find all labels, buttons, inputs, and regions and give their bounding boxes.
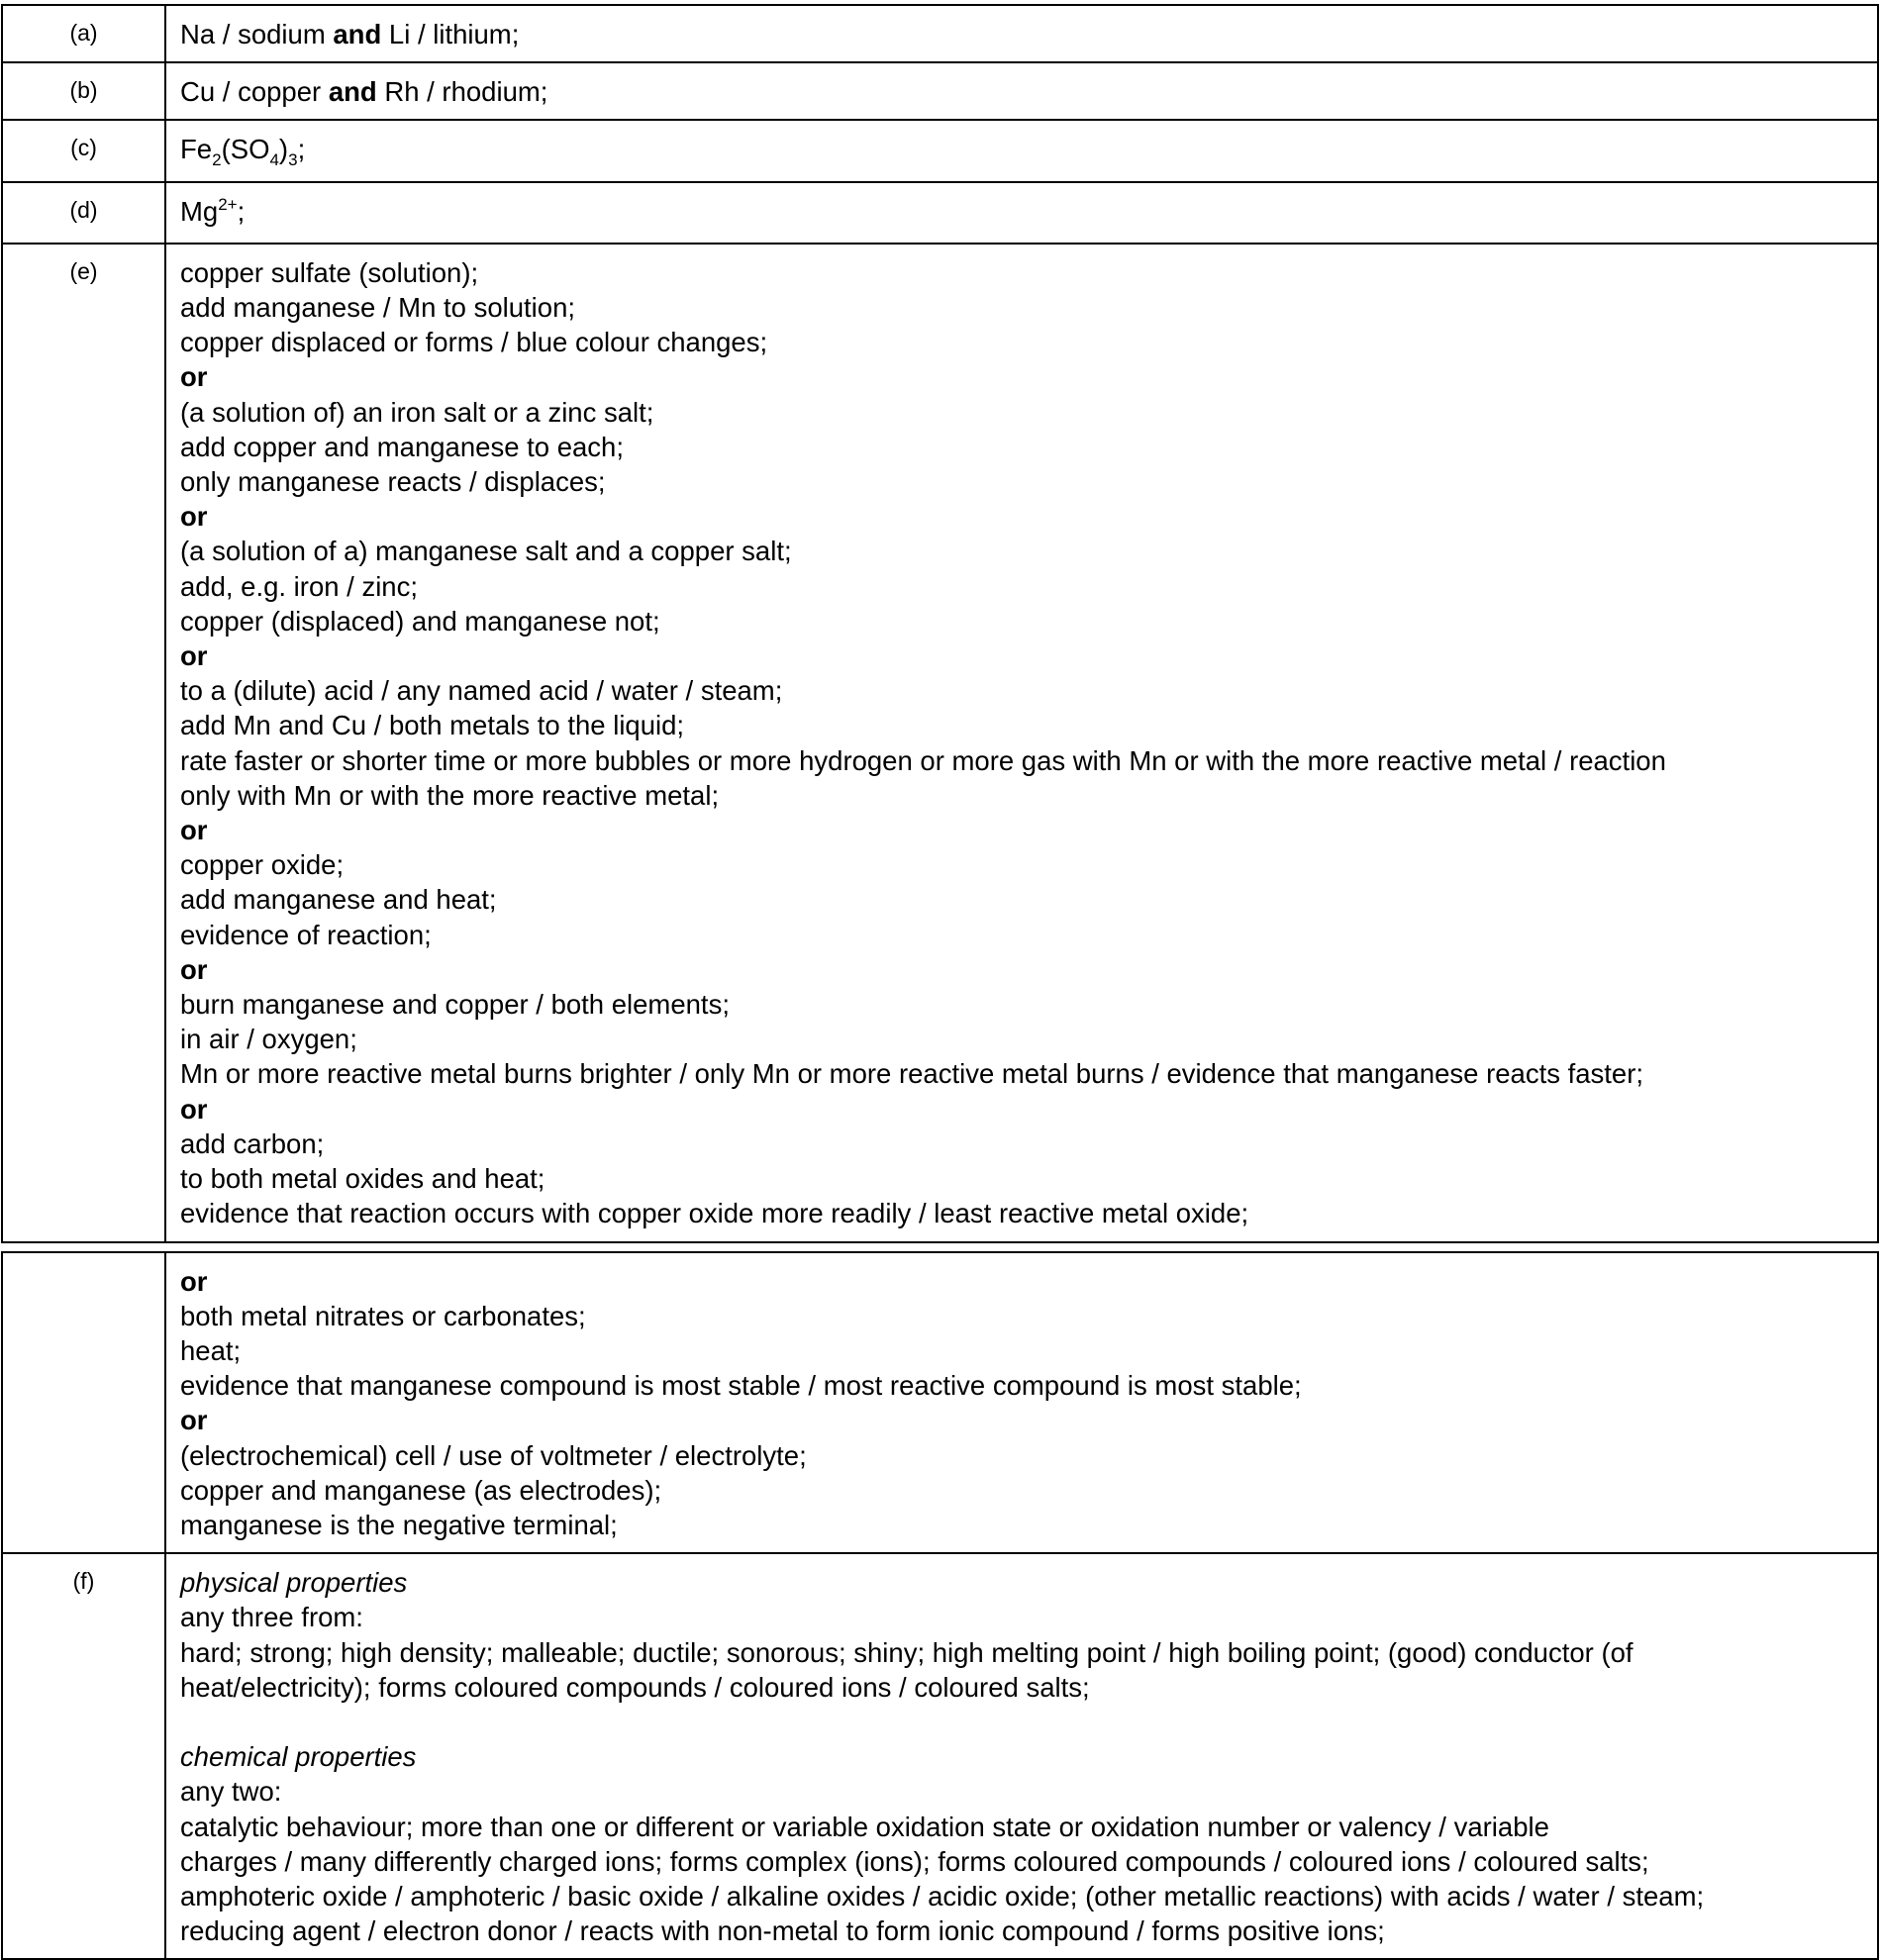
answer-line: to a (dilute) acid / any named acid / water / steam; bbox=[180, 673, 1865, 708]
alternative-separator bbox=[180, 1403, 1865, 1437]
row-label: (c) bbox=[2, 120, 165, 181]
answer-line: add copper and manganese to each; bbox=[180, 430, 1865, 464]
answer-cell bbox=[165, 62, 1878, 120]
answer-line: copper (displaced) and manganese not; bbox=[180, 604, 1865, 638]
answer-line: in air / oxygen; bbox=[180, 1022, 1865, 1056]
alternative-separator bbox=[180, 638, 1865, 673]
alternative-separator bbox=[180, 813, 1865, 847]
answer-line: copper oxide; bbox=[180, 847, 1865, 882]
answer-line bbox=[180, 17, 1865, 51]
answer-cell bbox=[165, 1553, 1878, 1959]
row-label: (d) bbox=[2, 182, 165, 244]
answer-line: evidence that manganese compound is most stable / most reactive compound is most stable; bbox=[180, 1368, 1865, 1403]
alternative-separator bbox=[180, 359, 1865, 394]
answer-text: Na / sodium bbox=[180, 19, 333, 49]
answer-line: heat; bbox=[180, 1333, 1865, 1368]
alternative-keyword: or bbox=[180, 815, 208, 845]
row-label bbox=[2, 1252, 165, 1554]
alternative-keyword: or bbox=[180, 1094, 208, 1125]
alternative-separator bbox=[180, 952, 1865, 987]
alternative-separator bbox=[180, 499, 1865, 534]
section-heading-text: chemical properties bbox=[180, 1741, 416, 1772]
answer-cell bbox=[165, 120, 1878, 181]
answer-line: (a solution of) an iron salt or a zinc salt; bbox=[180, 395, 1865, 430]
alternative-keyword: or bbox=[180, 361, 208, 392]
answer-line: add carbon; bbox=[180, 1127, 1865, 1161]
answer-cell bbox=[165, 5, 1878, 62]
answer-line: copper displaced or forms / blue colour changes; bbox=[180, 325, 1865, 359]
answer-text: Cu / copper bbox=[180, 76, 329, 107]
answer-line: heat/electricity); forms coloured compounds / coloured ions / coloured salts; bbox=[180, 1670, 1865, 1705]
formula-subscript: 3 bbox=[288, 150, 297, 169]
answer-line: only manganese reacts / displaces; bbox=[180, 464, 1865, 499]
formula-subscript: 2 bbox=[212, 150, 221, 169]
answer-keyword: and bbox=[333, 19, 381, 49]
alternative-separator bbox=[180, 1092, 1865, 1127]
answer-line: (electrochemical) cell / use of voltmeter / electrolyte; bbox=[180, 1438, 1865, 1473]
answer-line: charges / many differently charged ions; forms complex (ions); forms coloured compounds / coloured ions / coloured salts; bbox=[180, 1844, 1865, 1879]
answer-line: reducing agent / electron donor / reacts with non-metal to form ionic compound / forms positive ions; bbox=[180, 1913, 1865, 1948]
answer-line: any two: bbox=[180, 1774, 1865, 1809]
answer-line: to both metal oxides and heat; bbox=[180, 1161, 1865, 1196]
row-a bbox=[2, 5, 1878, 62]
row-label: (f) bbox=[2, 1553, 165, 1959]
section-heading bbox=[180, 1565, 1865, 1600]
answer-line bbox=[180, 74, 1865, 109]
answer-keyword: and bbox=[329, 76, 377, 107]
formula-part: (SO bbox=[222, 134, 270, 164]
alternative-keyword: or bbox=[180, 501, 208, 532]
formula-line bbox=[180, 132, 1865, 170]
page-break bbox=[1, 1243, 1879, 1251]
answer-line: evidence that reaction occurs with copper oxide more readily / least reactive metal oxide; bbox=[180, 1196, 1865, 1230]
row-e-continued bbox=[2, 1252, 1878, 1554]
row-c bbox=[2, 120, 1878, 181]
answer-line: burn manganese and copper / both elements; bbox=[180, 987, 1865, 1022]
answer-line: copper and manganese (as electrodes); bbox=[180, 1473, 1865, 1508]
answer-line: any three from: bbox=[180, 1600, 1865, 1634]
answer-line: add manganese / Mn to solution; bbox=[180, 290, 1865, 325]
answer-line: Mn or more reactive metal burns brighter / only Mn or more reactive metal burns / evidence that manganese reacts faster; bbox=[180, 1056, 1865, 1091]
row-label: (e) bbox=[2, 244, 165, 1242]
section-heading-text: physical properties bbox=[180, 1567, 407, 1598]
row-f bbox=[2, 1553, 1878, 1959]
answer-line: only with Mn or with the more reactive metal; bbox=[180, 778, 1865, 813]
row-b bbox=[2, 62, 1878, 120]
alternative-keyword: or bbox=[180, 954, 208, 985]
row-e bbox=[2, 244, 1878, 1242]
answer-line: (a solution of a) manganese salt and a copper salt; bbox=[180, 534, 1865, 568]
blank-line bbox=[180, 1705, 1865, 1739]
alternative-keyword: or bbox=[180, 640, 208, 671]
answer-line: evidence of reaction; bbox=[180, 918, 1865, 952]
answer-line: add, e.g. iron / zinc; bbox=[180, 569, 1865, 604]
row-label: (a) bbox=[2, 5, 165, 62]
ion-charge: 2+ bbox=[218, 195, 237, 214]
answer-line: add manganese and heat; bbox=[180, 882, 1865, 917]
answer-cell bbox=[165, 244, 1878, 1242]
alternative-keyword: or bbox=[180, 1405, 208, 1435]
row-d bbox=[2, 182, 1878, 244]
answer-cell bbox=[165, 182, 1878, 244]
answer-line: both metal nitrates or carbonates; bbox=[180, 1299, 1865, 1333]
answer-line: rate faster or shorter time or more bubbles or more hydrogen or more gas with Mn or with the more reactive metal / reaction bbox=[180, 743, 1865, 778]
answer-line: add Mn and Cu / both metals to the liquid; bbox=[180, 708, 1865, 742]
formula-part: Fe bbox=[180, 134, 212, 164]
answer-line: catalytic behaviour; more than one or different or variable oxidation state or oxidation number or valency / variable bbox=[180, 1810, 1865, 1844]
answer-text: Li / lithium; bbox=[381, 19, 519, 49]
answer-line: amphoteric oxide / amphoteric / basic oxide / alkaline oxides / acidic oxide; (other metallic reactions) with acids / water / steam; bbox=[180, 1879, 1865, 1913]
alternative-keyword: or bbox=[180, 1266, 208, 1297]
mark-scheme-table-bottom bbox=[1, 1251, 1879, 1960]
answer-line: manganese is the negative terminal; bbox=[180, 1508, 1865, 1542]
answer-line: copper sulfate (solution); bbox=[180, 255, 1865, 290]
answer-cell bbox=[165, 1252, 1878, 1554]
section-heading bbox=[180, 1739, 1865, 1774]
answer-line: hard; strong; high density; malleable; ductile; sonorous; shiny; high melting point / high boiling point; (good) conductor (of bbox=[180, 1635, 1865, 1670]
formula-subscript: 4 bbox=[269, 150, 278, 169]
mark-scheme bbox=[1, 4, 1879, 1960]
ion-part: ; bbox=[238, 196, 246, 227]
row-label: (b) bbox=[2, 62, 165, 120]
alternative-separator bbox=[180, 1264, 1865, 1299]
formula-part: ) bbox=[279, 134, 288, 164]
ion-line bbox=[180, 194, 1865, 233]
ion-symbol: Mg bbox=[180, 196, 218, 227]
answer-text: Rh / rhodium; bbox=[377, 76, 548, 107]
mark-scheme-table-top bbox=[1, 4, 1879, 1243]
formula-part: ; bbox=[298, 134, 306, 164]
